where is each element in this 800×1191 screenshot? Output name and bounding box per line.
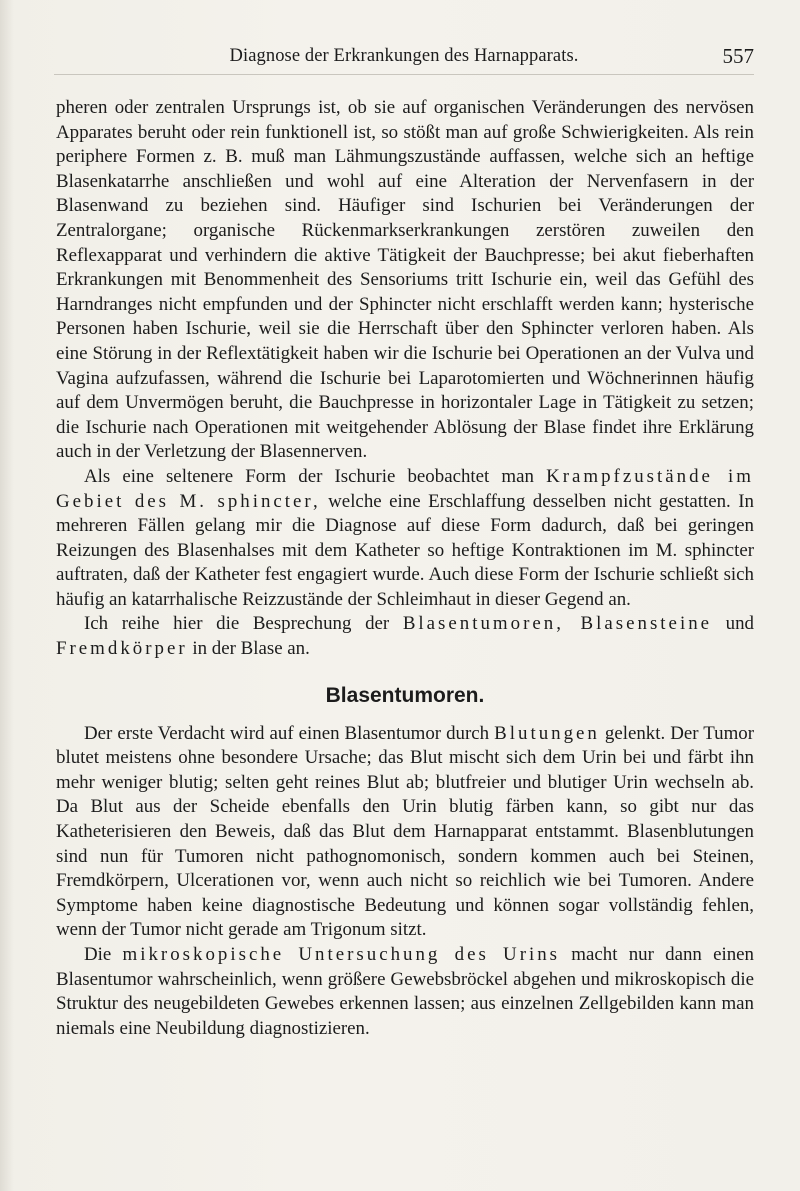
paragraph-4-text-a: Der erste Verdacht wird auf einen Blasentumor durch <box>84 722 495 744</box>
body-text <box>56 96 754 1041</box>
section-heading: Blasentumoren. <box>325 683 485 707</box>
page-header <box>54 46 754 74</box>
paragraph-5-text-b: macht nur dann einen Blasentumor wahrscheinlich, wenn größere Gewebsbröckel abgehen und mikroskopisch die Struktur des neugebildeten Gewebes erkennen lassen; aus einzelnen Zellgebilden kann man niemals eine Neubildung diagnostizieren. <box>56 944 755 1039</box>
paragraph-5-emphasis: mikroskopische Untersuchung des Urins <box>122 944 561 965</box>
paragraph-3-text-a: Ich reihe hier die Besprechung der <box>84 613 403 635</box>
paragraph-2-text-b: welche eine Erschlaffung desselben nicht gestatten. In mehreren Fällen gelang mir die Diagnose auf diese Form dadurch, daß bei geringen Reizungen des Blasenhalses mit dem Katheter so heftige Kontraktionen im M. sphincter auftraten, daß der Katheter fest engagiert wurde. Auch diese Form der Ischurie schließt sich häufig an katarrhalische Reizzustände der Schleimhaut in dieser Gegend an. <box>56 490 754 610</box>
paragraph-3-text-b: und <box>712 613 754 635</box>
paragraph-3-emphasis-1: Blasentumoren, Blasensteine <box>402 613 713 635</box>
page-gutter-shadow <box>0 0 14 1191</box>
paragraph-2-text-a: Als eine seltenere Form der Ischurie beobachtet man <box>84 465 547 487</box>
header-rule <box>54 74 754 75</box>
paragraph-5-text-a: Die <box>84 944 123 965</box>
paragraph-3-emphasis-2: Fremdkörper <box>56 638 188 660</box>
paragraph-3 <box>56 612 754 661</box>
paragraph-1: pheren oder zentralen Ursprungs ist, ob sie auf organischen Veränderungen des nervösen Apparates beruht oder rein funktionell ist, so stößt man auf große Schwierigkeiten. Als rein periphere Formen z. B. muß man Lähmungszustände auffassen, welche sich an heftige Blasenkatarrhe anschließen und wohl auf eine Alteration der Nervenfasern in der Blasenwand zu beziehen sind. Häufiger sind Ischurien bei Veränderungen der Zentralorgane; organische Rückenmarkserkrankungen zerstören zuweilen den Reflexapparat und verhindern die aktive Tätigkeit der Bauchpresse; bei akut fieberhaften Erkrankungen mit Benommenheit des Sensoriums tritt Ischurie ein, weil das Gefühl des Harndranges nicht empfunden und der Sphincter nicht erschlafft werden kann; hysterische Personen haben Ischurie, weil sie die Herrschaft über den Sphincter verloren haben. Als eine Störung in der Reflextätigkeit haben wir die Ischurie bei Operationen an der Vulva und Vagina aufzufassen, während die Ischurie bei Laparotomierten und Wöchnerinnen häufig auf dem Unvermögen beruht, die Bauchpresse in horizontaler Lage in Tätigkeit zu setzen; die Ischurie nach Operationen mit weitgehender Ablösung der Blase findet ihre Erklärung auch in der Verletzung der Blasennerven. <box>56 97 754 463</box>
paragraph-3-text-c: in der Blase an. <box>187 638 310 660</box>
paragraph-4-emphasis: Blutungen <box>494 722 600 744</box>
page-number: 557 <box>722 44 754 68</box>
paragraph-2 <box>56 465 754 613</box>
paragraph-4-text-b: gelenkt. Der Tumor blutet meistens ohne besondere Ursache; das Blut mischt sich dem Urin bei und färbt ihn mehr weniger blutig; selten geht reines Blut ab; blutfreier und blutiger Urin wechseln ab. Da Blut aus der Scheide ebenfalls den Urin blutig färben kann, so gibt nur das Katheterisieren den Beweis, daß das Blut dem Harnapparat entstammt. Blasenblutungen sind nun für Tumoren nicht pathognomonisch, sondern kommen auch bei Steinen, Fremdkörpern, Ulcerationen vor, wenn auch nicht so reichlich wie bei Tumoren. Andere Symptome haben keine diagnostische Bedeutung und können sogar vollständig fehlen, wenn der Tumor nicht gerade am Trigonum sitzt. <box>56 722 754 941</box>
paragraph-2-emphasis: Krampfzustände im Gebiet des M. sphincter, <box>56 465 754 512</box>
paragraph-4 <box>56 722 754 943</box>
running-head: Diagnose der Erkrankungen des Harnapparats. <box>229 46 579 66</box>
paragraph-5 <box>56 943 754 1041</box>
